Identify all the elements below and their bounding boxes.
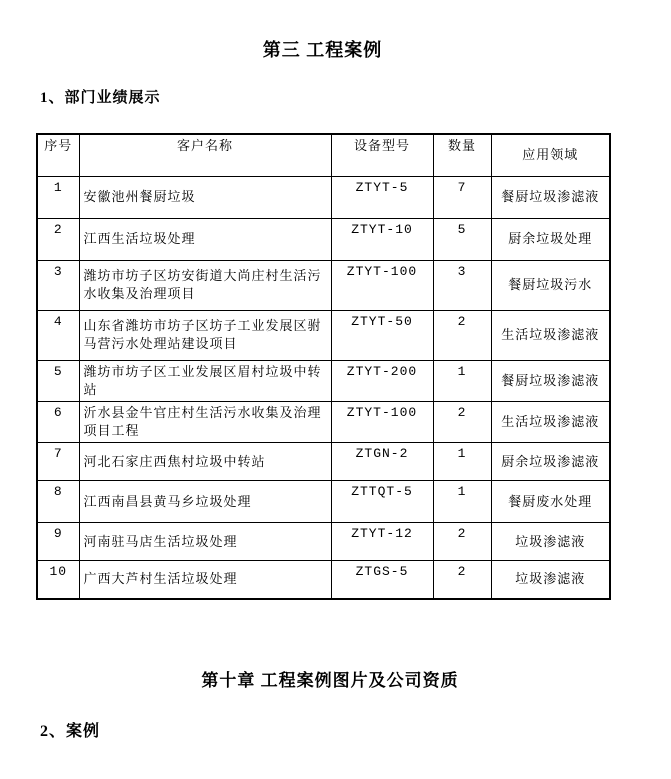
cell-quantity: 7	[433, 176, 491, 218]
cell-equipment-model: ZTYT-12	[331, 523, 433, 561]
cell-equipment-model: ZTYT-5	[331, 176, 433, 218]
cell-equipment-model: ZTYT-50	[331, 310, 433, 360]
cell-application-field: 垃圾渗滤液	[491, 561, 610, 599]
cell-application-field: 餐厨垃圾污水	[491, 260, 610, 310]
cell-serial-number: 3	[37, 260, 79, 310]
cell-customer-name: 河南驻马店生活垃圾处理	[79, 523, 331, 561]
cell-equipment-model: ZTYT-200	[331, 360, 433, 401]
cell-application-field: 厨余垃圾渗滤液	[491, 443, 610, 481]
cell-application-field: 垃圾渗滤液	[491, 523, 610, 561]
cell-customer-name: 河北石家庄西焦村垃圾中转站	[79, 443, 331, 481]
cell-serial-number: 9	[37, 523, 79, 561]
table-row	[37, 260, 610, 310]
cell-serial-number: 10	[37, 561, 79, 599]
cell-application-field: 餐厨废水处理	[491, 481, 610, 523]
column-header-customer: 客户名称	[79, 134, 331, 176]
cell-quantity: 2	[433, 310, 491, 360]
page-title: 第三 工程案例	[262, 40, 383, 60]
cell-quantity: 1	[433, 481, 491, 523]
cell-quantity: 1	[433, 360, 491, 401]
cell-customer-name: 山东省潍坊市坊子区坊子工业发展区驸马营污水处理站建设项目	[79, 310, 331, 360]
cell-application-field: 生活垃圾渗滤液	[491, 310, 610, 360]
table-header-row	[37, 134, 610, 176]
cell-application-field: 餐厨垃圾渗滤液	[491, 176, 610, 218]
cell-equipment-model: ZTTQT-5	[331, 481, 433, 523]
table-row	[37, 561, 610, 599]
table-row	[37, 443, 610, 481]
column-header-model: 设备型号	[331, 134, 433, 176]
column-header-qty: 数量	[433, 134, 491, 176]
cell-serial-number: 1	[37, 176, 79, 218]
cell-customer-name: 潍坊市坊子区坊安街道大尚庄村生活污水收集及治理项目	[79, 260, 331, 310]
cell-equipment-model: ZTYT-100	[331, 260, 433, 310]
cell-quantity: 3	[433, 260, 491, 310]
cell-customer-name: 江西生活垃圾处理	[79, 218, 331, 260]
column-header-no: 序号	[37, 134, 79, 176]
table-row	[37, 176, 610, 218]
table-row	[37, 401, 610, 442]
cell-customer-name: 沂水县金牛官庄村生活污水收集及治理项目工程	[79, 401, 331, 442]
cell-serial-number: 4	[37, 310, 79, 360]
cell-application-field: 餐厨垃圾渗滤液	[491, 360, 610, 401]
section-heading-performance: 1、部门业绩展示	[40, 90, 161, 106]
cell-quantity: 2	[433, 523, 491, 561]
chapter-heading: 第十章 工程案例图片及公司资质	[201, 671, 459, 690]
table-body	[37, 176, 610, 599]
section-heading-cases: 2、案例	[40, 723, 101, 740]
cell-customer-name: 广西大芦村生活垃圾处理	[79, 561, 331, 599]
cell-quantity: 5	[433, 218, 491, 260]
table-row	[37, 481, 610, 523]
cell-application-field: 厨余垃圾处理	[491, 218, 610, 260]
column-header-field: 应用领域	[491, 134, 610, 176]
cell-equipment-model: ZTYT-100	[331, 401, 433, 442]
cell-customer-name: 安徽池州餐厨垃圾	[79, 176, 331, 218]
table-row	[37, 218, 610, 260]
cell-application-field: 生活垃圾渗滤液	[491, 401, 610, 442]
cell-quantity: 2	[433, 561, 491, 599]
cell-equipment-model: ZTGS-5	[331, 561, 433, 599]
cases-table	[36, 133, 611, 600]
cell-equipment-model: ZTGN-2	[331, 443, 433, 481]
cell-serial-number: 5	[37, 360, 79, 401]
table-row	[37, 360, 610, 401]
cell-quantity: 1	[433, 443, 491, 481]
cell-serial-number: 6	[37, 401, 79, 442]
cell-serial-number: 2	[37, 218, 79, 260]
cell-serial-number: 7	[37, 443, 79, 481]
table-row	[37, 310, 610, 360]
cell-quantity: 2	[433, 401, 491, 442]
cell-equipment-model: ZTYT-10	[331, 218, 433, 260]
cell-serial-number: 8	[37, 481, 79, 523]
cell-customer-name: 江西南昌县黄马乡垃圾处理	[79, 481, 331, 523]
cell-customer-name: 潍坊市坊子区工业发展区眉村垃圾中转站	[79, 360, 331, 401]
table-row	[37, 523, 610, 561]
